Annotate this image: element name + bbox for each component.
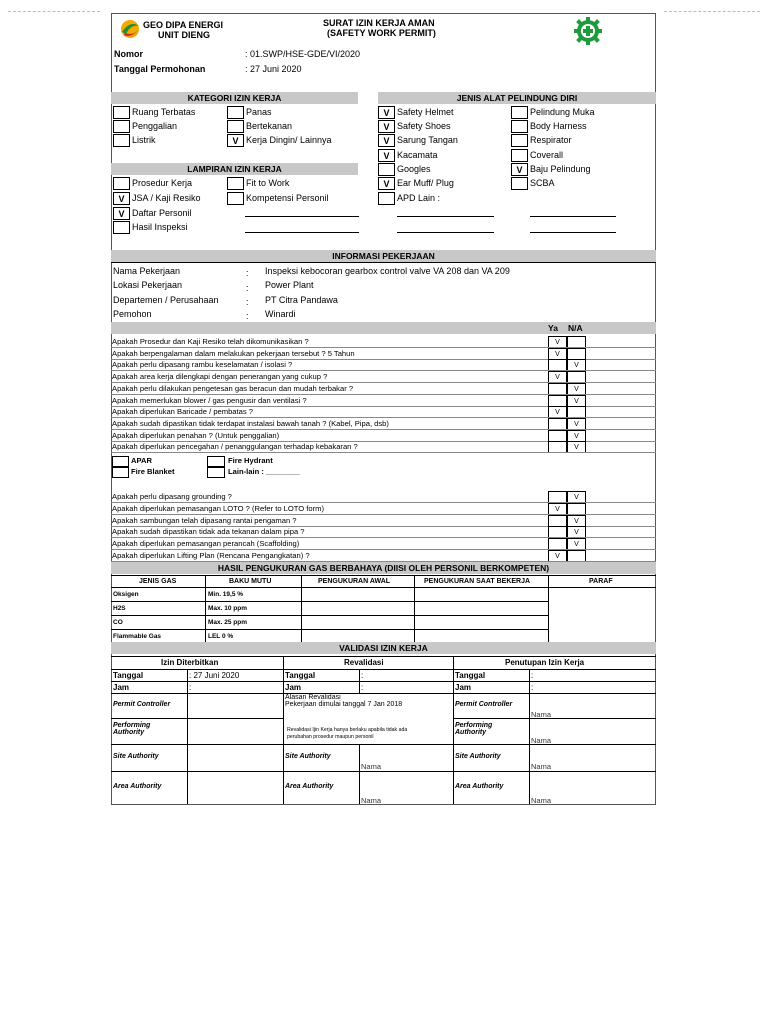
- checkbox-fire-blanket[interactable]: [112, 467, 129, 478]
- checkbox-penggalian[interactable]: [113, 120, 130, 133]
- question-text: Apakah diperlukan Baricade / pembatas ?: [112, 407, 253, 417]
- apd-label: SCBA: [530, 178, 555, 188]
- apd-label: Ear Muff/ Plug: [397, 178, 454, 188]
- checkbox-jsa[interactable]: V: [113, 192, 130, 205]
- apd-label: Safety Helmet: [397, 107, 454, 117]
- checkbox-kacamata[interactable]: V: [378, 149, 395, 162]
- answer-na-checkbox[interactable]: V: [567, 538, 586, 550]
- info-colon: :: [246, 311, 249, 321]
- blank-line[interactable]: [397, 232, 494, 233]
- apd-label: Coverall: [530, 150, 564, 160]
- gas-name: H2S: [113, 605, 126, 612]
- answer-ya-checkbox[interactable]: V: [548, 406, 567, 418]
- tanggal-label: Tanggal: [113, 671, 144, 680]
- answer-ya-checkbox[interactable]: V: [548, 371, 567, 383]
- checkbox-sarung-tangan[interactable]: V: [378, 134, 395, 147]
- jam-label: Jam: [113, 683, 130, 692]
- permit-controller-label: Permit Controller: [455, 701, 513, 708]
- info-colon: :: [246, 268, 249, 278]
- revalidasi-note: perubahan prosedur maupun personil: [287, 734, 374, 740]
- checkbox-googles[interactable]: [378, 163, 395, 176]
- checkbox-fire-hydrant[interactable]: [207, 456, 225, 467]
- checkbox-kerja-dingin[interactable]: V: [227, 134, 244, 147]
- tanggal-label: Tanggal: [455, 671, 486, 680]
- nama-label: Nama: [531, 736, 552, 745]
- area-authority-label: Area Authority: [455, 783, 504, 790]
- checkbox-pelindung-muka[interactable]: [511, 106, 528, 119]
- nama-label: Nama: [531, 710, 552, 719]
- checkbox-hasil-inspeksi[interactable]: [113, 221, 130, 234]
- checkbox-prosedur-kerja[interactable]: [113, 177, 130, 190]
- apd-header: JENIS ALAT PELINDUNG DIRI: [378, 92, 656, 104]
- nomor-value: : 01.SWP/HSE-GDE/VI/2020: [245, 49, 361, 59]
- questions-header: [111, 322, 656, 334]
- answer-na-checkbox[interactable]: V: [567, 491, 586, 503]
- gas-col-header: PARAF: [589, 578, 613, 585]
- na-header: N/A: [568, 323, 583, 333]
- colon: :: [531, 671, 534, 680]
- colon: :: [361, 683, 364, 692]
- gas-name: Flammable Gas: [113, 633, 162, 640]
- blank-line[interactable]: [397, 216, 494, 217]
- checkbox-kompetensi[interactable]: [227, 192, 244, 205]
- question-text: Apakah sudah dipastikan tidak ada tekanan dalam pipa ?: [112, 527, 305, 537]
- checkbox-apd-lain[interactable]: [378, 192, 395, 205]
- gas-col-header: PENGUKURAN SAAT BEKERJA: [424, 578, 531, 585]
- permit-controller-label: Permit Controller: [113, 701, 171, 708]
- nama-label: Nama: [531, 796, 552, 805]
- gas-header: HASIL PENGUKURAN GAS BERBAHAYA (DIISI OLEH PERSONIL BERKOMPETEN): [111, 562, 656, 574]
- question-text: Apakah sambungan telah dipasang rantai pengaman ?: [112, 515, 297, 525]
- kategori-label: Panas: [246, 107, 272, 117]
- apd-label: Kacamata: [397, 150, 438, 160]
- blank-line[interactable]: [245, 232, 359, 233]
- validasi-table: [111, 656, 656, 804]
- alasan-revalidasi-value: Pekerjaan dimulai tanggal 7 Jan 2018: [285, 701, 403, 708]
- penutupan-header: Penutupan Izin Kerja: [505, 658, 585, 667]
- gas-baku: LEL 0 %: [208, 633, 234, 640]
- performing-authority-label: Performing: [113, 722, 151, 729]
- apd-label: Body Harness: [530, 121, 587, 131]
- tanggal-permohonan-value: : 27 Juni 2020: [245, 64, 302, 74]
- fire-blanket-label: Fire Blanket: [131, 467, 175, 476]
- info-label: Departemen / Perusahaan: [113, 295, 219, 305]
- revalidasi-header: Revalidasi: [344, 658, 384, 667]
- answer-ya-checkbox[interactable]: V: [548, 348, 567, 360]
- question-text: Apakah Prosedur dan Kaji Resiko telah dikomunikasikan ?: [112, 337, 309, 346]
- tanggal-permohonan-label: Tanggal Permohonan: [114, 64, 206, 74]
- apd-label: Respirator: [530, 135, 572, 145]
- checkbox-panas[interactable]: [227, 106, 244, 119]
- checkbox-coverall[interactable]: [511, 149, 528, 162]
- form-subtitle: (SAFETY WORK PERMIT): [327, 28, 436, 38]
- lampiran-label: Kompetensi Personil: [246, 193, 329, 203]
- ya-header: Ya: [548, 323, 558, 333]
- alasan-revalidasi-label: Alasan Revalidasi: [285, 694, 341, 701]
- apd-label: Baju Pelindung: [530, 164, 591, 174]
- apd-label: Sarung Tangan: [397, 135, 458, 145]
- answer-na-checkbox[interactable]: V: [567, 359, 586, 371]
- site-authority-label: Site Authority: [455, 753, 501, 760]
- apar-label: APAR: [131, 456, 152, 465]
- blank-line[interactable]: [245, 216, 359, 217]
- row-divider: [111, 452, 656, 453]
- gas-baku: Min. 19,5 %: [208, 591, 244, 598]
- company-unit: UNIT DIENG: [158, 30, 211, 40]
- blank-line[interactable]: [530, 216, 616, 217]
- scan-artifact: [664, 11, 760, 12]
- scan-artifact: [8, 11, 100, 12]
- answer-na-checkbox[interactable]: V: [567, 526, 586, 538]
- checkbox-ruang-terbatas[interactable]: [113, 106, 130, 119]
- company-name: GEO DIPA ENERGI: [143, 20, 224, 30]
- lampiran-label: Daftar Personil: [132, 208, 192, 218]
- question-text: Apakah perlu dipasang rambu keselamatan / isolasi ?: [112, 360, 293, 370]
- colon: :: [531, 683, 534, 692]
- validasi-header: VALIDASI IZIN KERJA: [111, 642, 656, 654]
- answer-na-checkbox[interactable]: V: [567, 418, 586, 430]
- performing-authority-label: Performing: [455, 722, 493, 729]
- kategori-label: Kerja Dingin/ Lainnya: [246, 135, 332, 145]
- site-authority-label: Site Authority: [285, 753, 331, 760]
- lain-lain-label: Lain-lain : ________: [228, 467, 300, 476]
- site-authority-label: Site Authority: [113, 753, 159, 760]
- gas-col-header: JENIS GAS: [139, 578, 177, 585]
- form-title: SURAT IZIN KERJA AMAN: [323, 18, 435, 28]
- info-lokasi: Power Plant: [265, 280, 314, 290]
- checkbox-safety-shoes[interactable]: V: [378, 120, 395, 133]
- info-colon: :: [246, 283, 249, 293]
- question-text: Apakah diperlukan Lifting Plan (Rencana Pengangkatan) ?: [112, 551, 310, 560]
- divider: [111, 262, 656, 263]
- nomor-label: Nomor: [114, 49, 143, 59]
- info-departemen: PT Citra Pandawa: [265, 295, 338, 305]
- jam-label: Jam: [455, 683, 472, 692]
- apd-label: Pelindung Muka: [530, 107, 595, 117]
- gas-baku: Max. 25 ppm: [208, 619, 248, 626]
- lampiran-label: Prosedur Kerja: [132, 178, 193, 188]
- question-text: Apakah diperlukan pemasangan LOTO ? (Refer to LOTO form): [112, 503, 325, 513]
- nama-label: Nama: [531, 762, 552, 771]
- question-text: Apakah perlu dilakukan pengetesan gas beracun dan mudah terbakar ?: [112, 383, 354, 393]
- question-text: Apakah perlu dipasang grounding ?: [112, 492, 232, 501]
- gas-table: [111, 575, 656, 643]
- info-pemohon: Winardi: [265, 309, 296, 319]
- apd-label: Safety Shoes: [397, 121, 451, 131]
- checkbox-fit-to-work[interactable]: [227, 177, 244, 190]
- kategori-header: KATEGORI IZIN KERJA: [111, 92, 358, 104]
- gas-name: Oksigen: [113, 591, 139, 598]
- answer-na-checkbox[interactable]: V: [567, 383, 586, 395]
- answer-na-checkbox[interactable]: V: [567, 430, 586, 442]
- checkbox-lain-lain[interactable]: [207, 467, 225, 478]
- info-label: Lokasi Pekerjaan: [113, 280, 183, 290]
- revalidasi-note: Revalidasi Ijin Kerja hanya berlaku apabila tidak ada: [287, 727, 408, 733]
- question-text: Apakah diperlukan pemasangan perancah (Scaffolding): [112, 539, 300, 549]
- lampiran-label: Hasil Inspeksi: [132, 222, 188, 232]
- checkbox-respirator[interactable]: [511, 134, 528, 147]
- company-logo: [117, 18, 143, 40]
- info-nama-pekerjaan: Inspeksi kebocoran gearbox control valve VA 208 dan VA 209: [265, 266, 510, 276]
- apd-label: Googles: [397, 164, 431, 174]
- checkbox-baju-pelindung[interactable]: V: [511, 163, 528, 176]
- info-header: INFORMASI PEKERJAAN: [111, 250, 656, 262]
- fire-hydrant-label: Fire Hydrant: [228, 456, 273, 465]
- area-authority-label: Area Authority: [113, 783, 162, 790]
- answer-na-checkbox[interactable]: V: [567, 515, 586, 527]
- apd-label: APD Lain :: [397, 193, 441, 203]
- colon: :: [361, 671, 364, 680]
- kategori-label: Penggalian: [132, 121, 178, 131]
- answer-na-checkbox[interactable]: V: [567, 441, 586, 453]
- checkbox-scba[interactable]: [511, 177, 528, 190]
- question-text: Apakah berpengalaman dalam melakukan pekerjaan tersebut ? 5 Tahun: [112, 348, 355, 358]
- gas-col-header: BAKU MUTU: [229, 578, 272, 585]
- kategori-label: Listrik: [132, 135, 156, 145]
- gas-col-header: PENGUKURAN AWAL: [318, 578, 391, 585]
- question-text: Apakah area kerja dilengkapi dengan penerangan yang cukup ?: [112, 372, 328, 382]
- answer-ya-checkbox[interactable]: V: [548, 550, 567, 562]
- checkbox-body-harness[interactable]: [511, 120, 528, 133]
- checkbox-bertekanan[interactable]: [227, 120, 244, 133]
- lampiran-label: JSA / Kaji Resiko: [132, 193, 201, 203]
- lampiran-header: LAMPIRAN IZIN KERJA: [111, 163, 358, 175]
- gas-name: CO: [113, 619, 123, 626]
- checkbox-daftar-personil[interactable]: V: [113, 207, 130, 220]
- question-text: Apakah sudah dipastikan tidak terdapat instalasi bawah tanah ? (Kabel, Pipa, dsb): [112, 418, 389, 428]
- nama-label: Nama: [361, 762, 382, 771]
- tanggal-terbit-value: : 27 Juni 2020: [189, 671, 240, 680]
- area-authority-label: Area Authority: [285, 783, 334, 790]
- tanggal-label: Tanggal: [285, 671, 316, 680]
- answer-ya-checkbox[interactable]: V: [548, 336, 567, 348]
- question-text: Apakah diperlukan pencegahan / penanggulangan terhadap kebakaran ?: [112, 442, 358, 452]
- checkbox-apar[interactable]: [112, 456, 129, 467]
- lampiran-label: Fit to Work: [246, 178, 290, 188]
- nama-label: Nama: [361, 796, 382, 805]
- performing-authority-label: Authority: [455, 729, 487, 736]
- question-text: Apakah memerlukan blower / gas pengusir dan ventilasi ?: [112, 395, 307, 405]
- answer-ya-checkbox[interactable]: V: [548, 503, 567, 515]
- performing-authority-label: Authority: [113, 729, 145, 736]
- checkbox-safety-helmet[interactable]: V: [378, 106, 395, 119]
- info-colon: :: [246, 297, 249, 307]
- safety-cross-gear-icon: [571, 15, 605, 47]
- kategori-label: Bertekanan: [246, 121, 293, 131]
- checkbox-listrik[interactable]: [113, 134, 130, 147]
- blank-line[interactable]: [530, 232, 616, 233]
- jam-label: Jam: [285, 683, 302, 692]
- izin-diterbitkan-header: Izin Diterbitkan: [161, 658, 219, 667]
- info-label: Nama Pekerjaan: [113, 266, 181, 276]
- kategori-label: Ruang Terbatas: [132, 107, 196, 117]
- question-text: Apakah diperlukan penahan ? (Untuk penggalian): [112, 430, 280, 440]
- colon: :: [189, 683, 192, 692]
- checkbox-ear-muff[interactable]: V: [378, 177, 395, 190]
- answer-na-checkbox[interactable]: V: [567, 395, 586, 407]
- gas-baku: Max. 10 ppm: [208, 605, 248, 612]
- info-label: Pemohon: [113, 309, 152, 319]
